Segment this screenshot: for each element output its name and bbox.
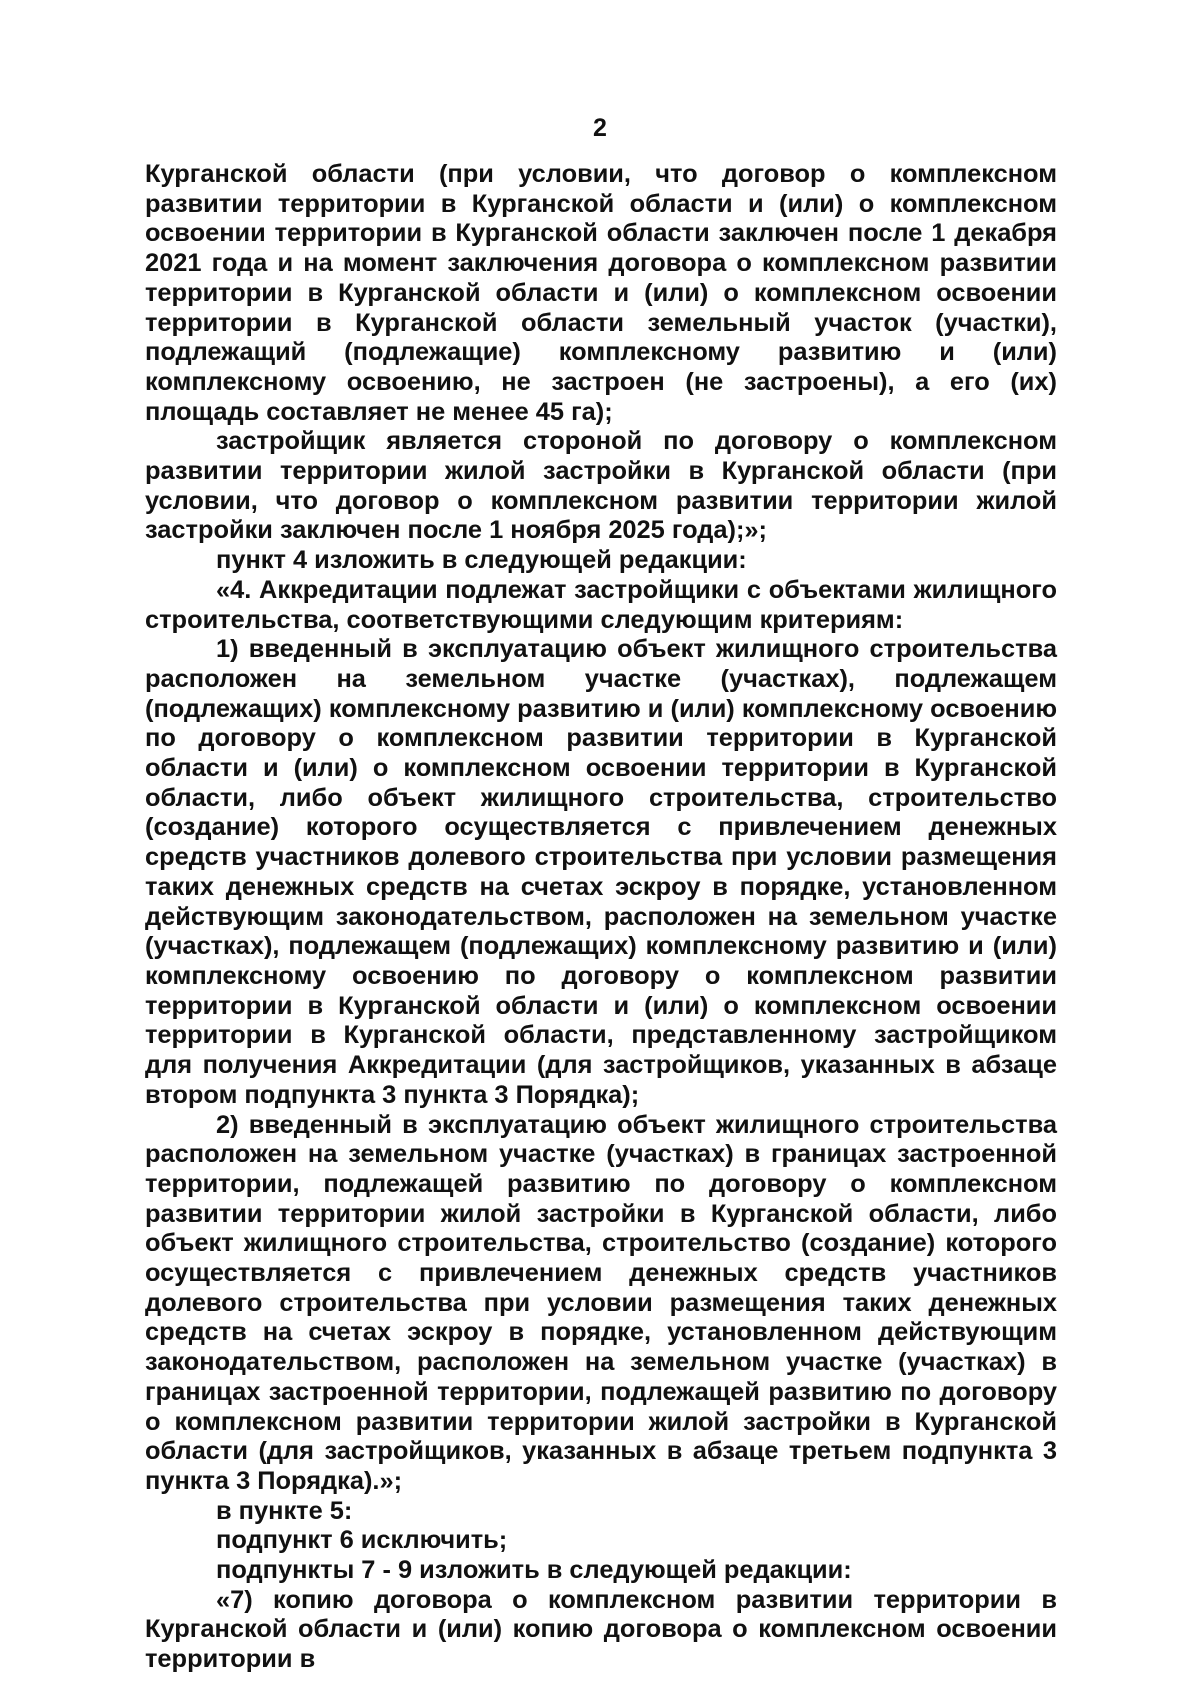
paragraph-item-4: «4. Аккредитации подлежат застройщики с объектами жилищного строительства, соответствующими следующим критериям: bbox=[145, 575, 1057, 634]
document-body bbox=[145, 160, 1057, 1675]
paragraph-developer-party: застройщик является стороной по договору о комплексном развитии территории жилой застройки в Курганской области (при условии, что договор о комплексном развитии территории жилой застройки заключен после 1 ноября 2025 года);»; bbox=[145, 427, 1057, 545]
paragraph-item-4-intro: пункт 4 изложить в следующей редакции: bbox=[216, 546, 747, 575]
paragraph-continuation: Курганской области (при условии, что договор о комплексном развитии территории в Курганской области и (или) о комплексном освоении территории в Курганской области заключен после 1 декабря 2021 года и на момент заключения договора о комплексном развитии территории в Курганской области и (или) о комплексном освоении территории в Курганской области земельный участок (участки), подлежащий (подлежащие) комплексному развитию и (или) комплексному освоению, не застроен (не застроены), а его (их) площадь составляет не менее 45 га); bbox=[145, 160, 1057, 426]
paragraph-criterion-1: 1) введенный в эксплуатацию объект жилищного строительства расположен на земельном участке (участках), подлежащем (подлежащих) комплексному развитию и (или) комплексному освоению по договору о комплексном развитии территории в Курганской области и (или) о комплексном освоении территории в Курганской области, либо объект жилищного строительства, строительство (создание) которого осуществляется с привлечением денежных средств участников долевого строительства при условии размещения таких денежных средств на счетах эскроу в порядке, установленном действующим законодательством, расположен на земельном участке (участках), подлежащем (подлежащих) комплексному развитию и (или) комплексному освоению по договору о комплексном развитии территории в Курганской области и (или) о комплексном освоении территории в Курганской области, представленному застройщиком для получения Аккредитации (для застройщиков, указанных в абзаце втором подпункта 3 пункта 3 Порядка); bbox=[145, 635, 1057, 1109]
paragraph-subitems-7-9-intro: подпункты 7 - 9 изложить в следующей редакции: bbox=[216, 1556, 852, 1585]
paragraph-subitem-6-excluded: подпункт 6 исключить; bbox=[216, 1526, 508, 1555]
paragraph-criterion-2: 2) введенный в эксплуатацию объект жилищного строительства расположен на земельном участке (участках) в границах застроенной территории, подлежащей развитию по договору о комплексном развитии территории жилой застройки в Курганской области, либо объект жилищного строительства, строительство (создание) которого осуществляется с привлечением денежных средств участников долевого строительства при условии размещения таких денежных средств на счетах эскроу в порядке, установленном действующим законодательством, расположен на земельном участке (участках) в границах застроенной территории, подлежащей развитию по договору о комплексном развитии территории жилой застройки в Курганской области (для застройщиков, указанных в абзаце третьем подпункта 3 пункта 3 Порядка).»; bbox=[145, 1110, 1057, 1495]
paragraph-subitem-7: «7) копию договора о комплексном развитии территории в Курганской области и (или) копию договора о комплексном освоении территории в bbox=[145, 1585, 1057, 1674]
paragraph-item-5-intro: в пункте 5: bbox=[216, 1496, 353, 1525]
page-number: 2 bbox=[593, 114, 607, 142]
